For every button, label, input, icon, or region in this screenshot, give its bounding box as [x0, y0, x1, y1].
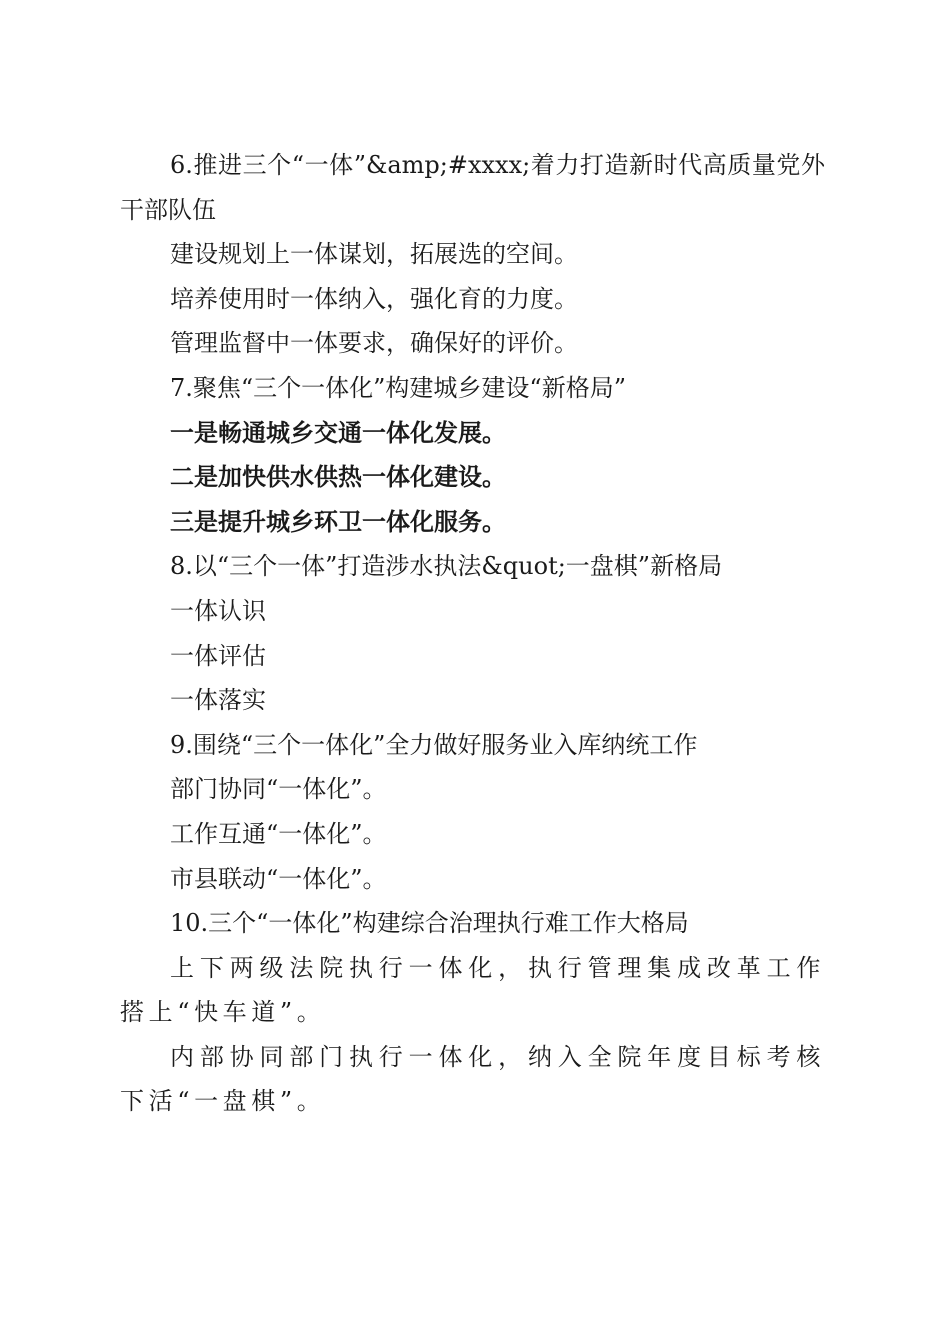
paragraph-water-heat: 二是加快供水供热一体化建设。	[170, 462, 506, 492]
document-body	[120, 143, 825, 1124]
paragraph-planning: 建设规划上一体谋划，拓展选的空间。	[170, 240, 578, 269]
heading-item-9: 9.围绕“三个一体化”全力做好服务业入库纳统工作	[170, 730, 698, 759]
paragraph-implementation: 一体落实	[170, 686, 266, 715]
paragraph-recognition: 一体认识	[170, 596, 266, 625]
heading-item-8: 8.以“三个一体”打造涉水执法&quot;一盘棋”新格局	[170, 552, 723, 581]
paragraph-assessment: 一体评估	[170, 641, 266, 670]
heading-item-6: 6.推进三个“一体”&amp;#xxxx;着力打造新时代高质量党外干部队伍	[120, 151, 825, 224]
paragraph-traffic: 一是畅通城乡交通一体化发展。	[170, 417, 506, 447]
heading-item-10: 10.三个“一体化”构建综合治理执行难工作大格局	[170, 909, 689, 938]
paragraph-training: 培养使用时一体纳入，强化育的力度。	[170, 284, 578, 313]
paragraph-work-interconnection: 工作互通“一体化”。	[170, 819, 387, 848]
paragraph-supervision: 管理监督中一体要求，确保好的评价。	[170, 329, 578, 358]
paragraph-city-county-linkage: 市县联动“一体化”。	[170, 864, 387, 893]
heading-item-7: 7.聚焦“三个一体化”构建城乡建设“新格局”	[170, 373, 626, 402]
paragraph-department-coordination: 部门协同“一体化”。	[170, 775, 387, 804]
paragraph-sanitation: 三是提升城乡环卫一体化服务。	[170, 506, 506, 536]
paragraph-internal-coordination: 内部协同部门执行一体化，纳入全院年度目标考核下活“一盘棋”。	[120, 1042, 825, 1116]
paragraph-court-execution: 上下两级法院执行一体化，执行管理集成改革工作搭上“快车道”。	[120, 953, 825, 1027]
